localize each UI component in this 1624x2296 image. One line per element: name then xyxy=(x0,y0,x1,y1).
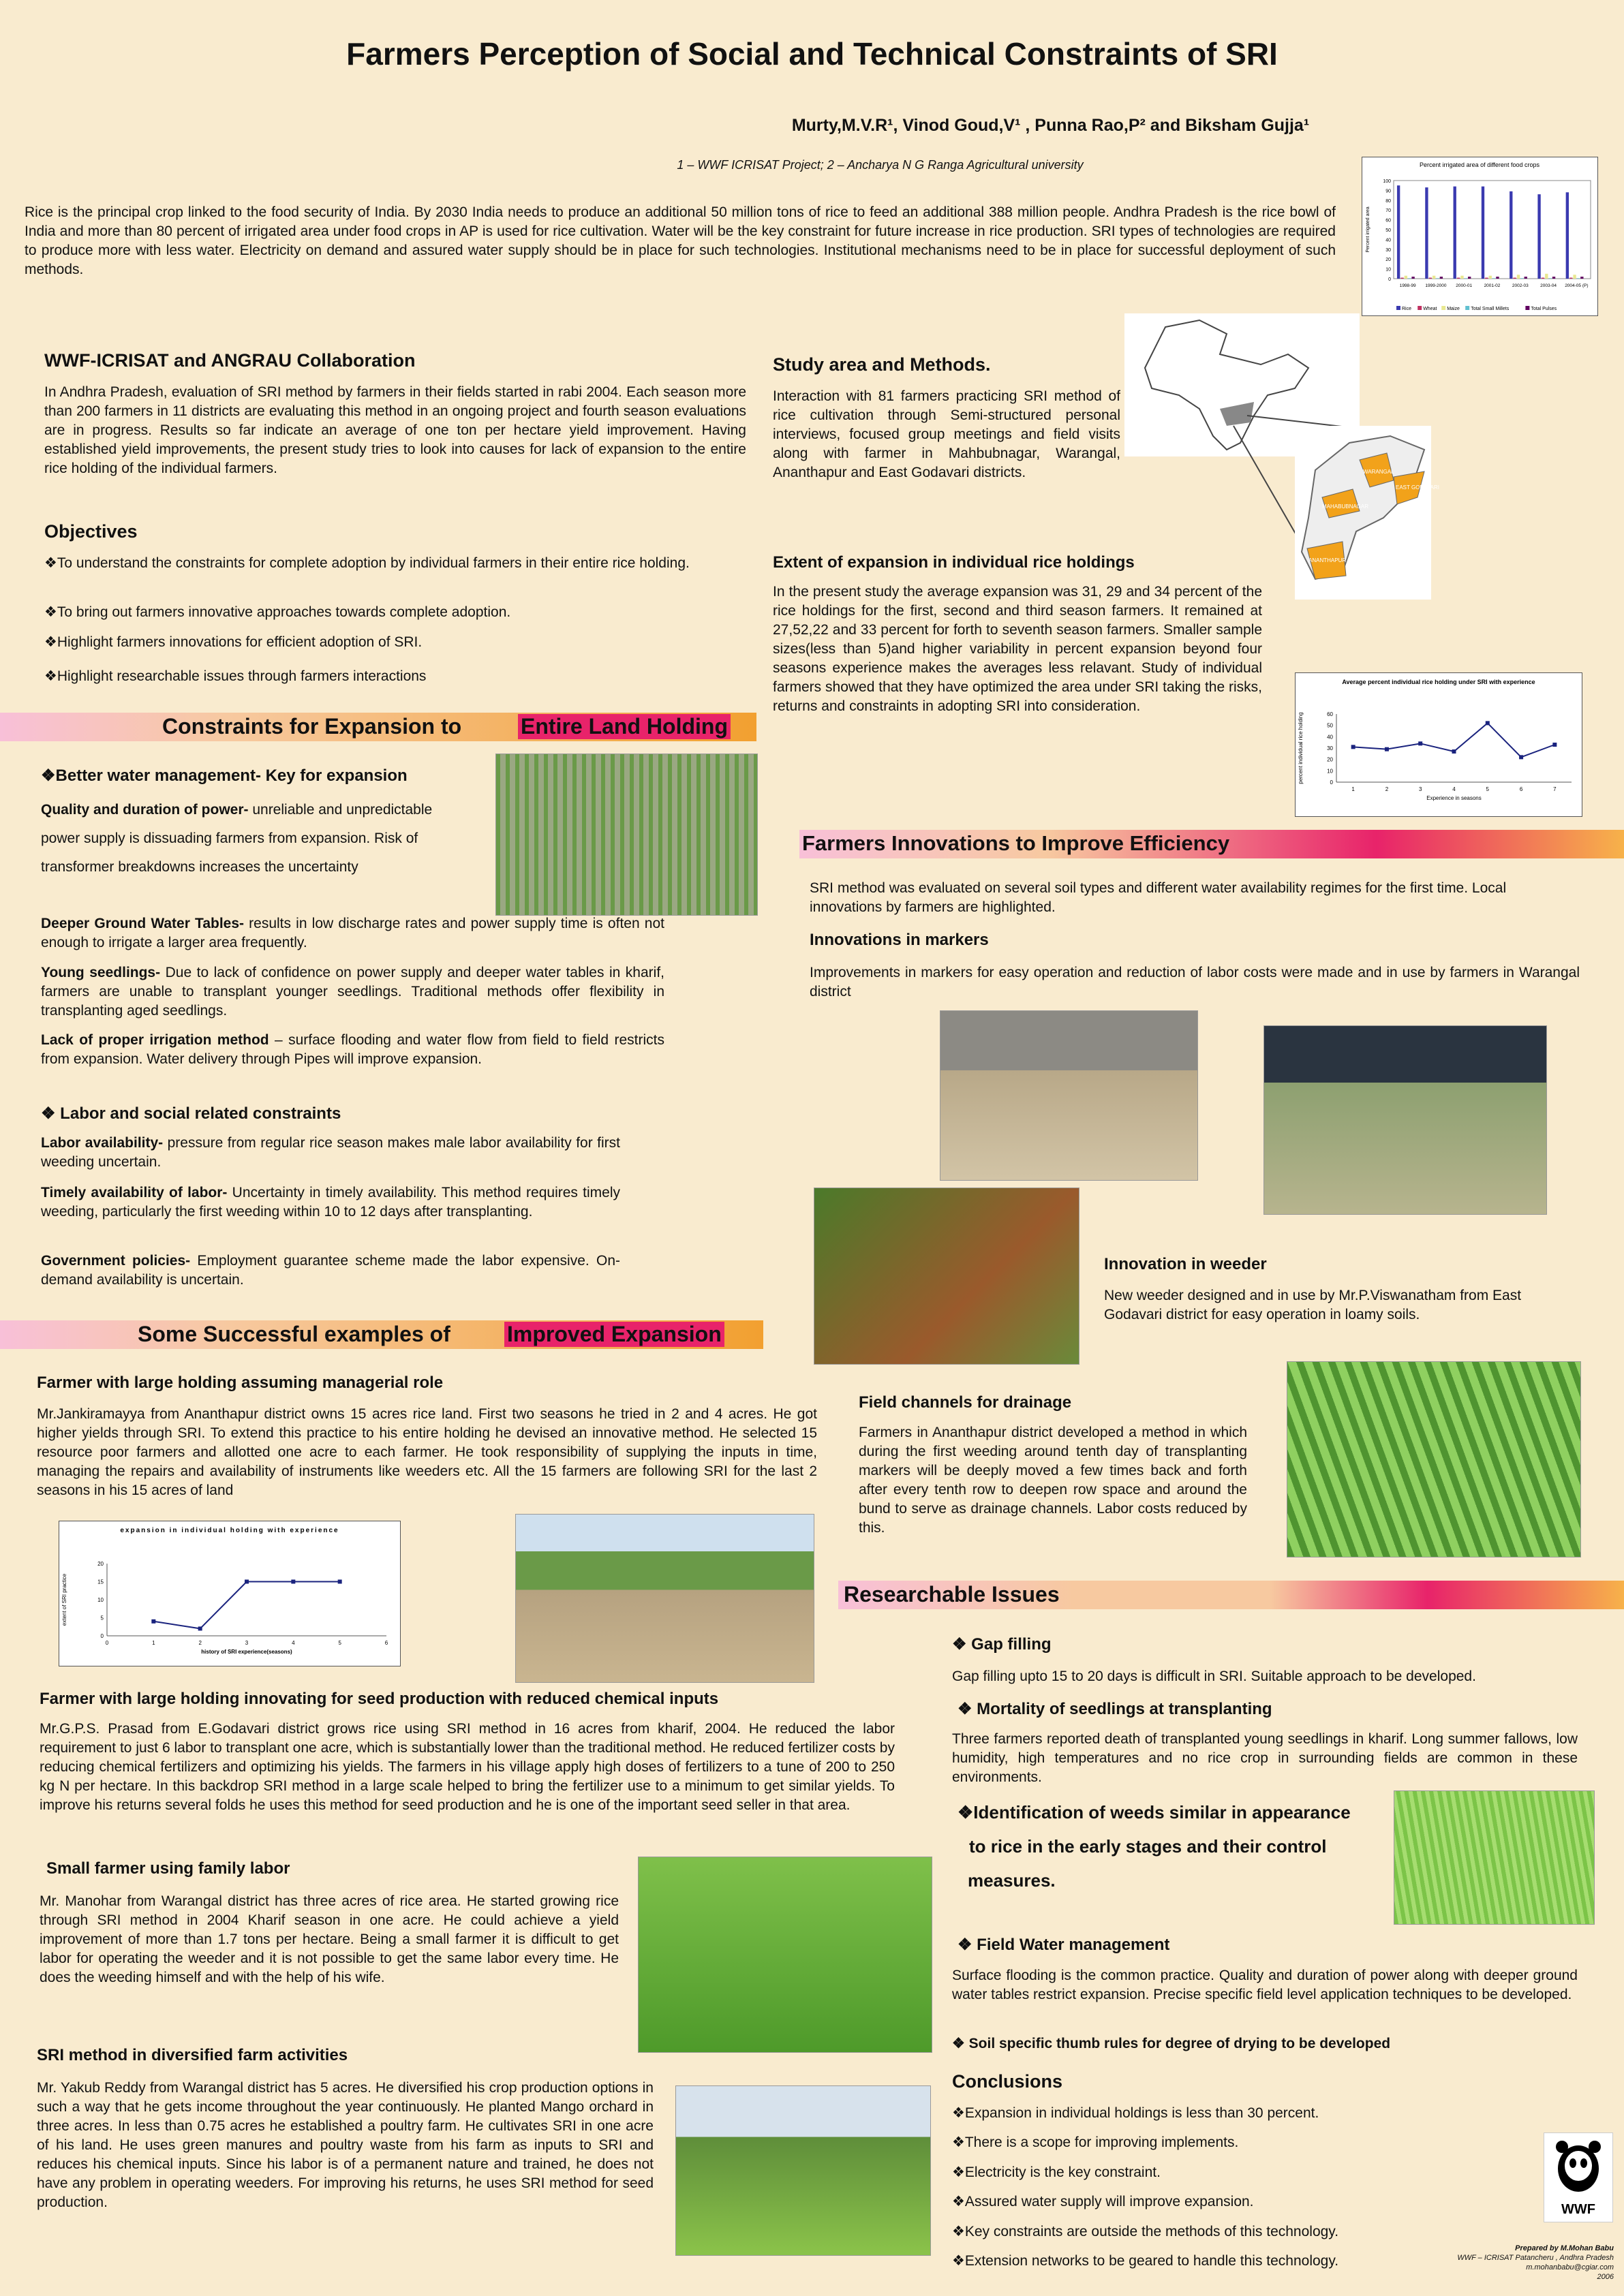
legend-entry: Wheat xyxy=(1423,307,1437,311)
bar xyxy=(1485,278,1488,279)
x-tick-label: 2000-01 xyxy=(1456,283,1473,288)
series-line xyxy=(153,1582,339,1629)
x-tick-label: 1 xyxy=(152,1640,155,1646)
y-tick-label: 80 xyxy=(1385,198,1391,204)
y-tick-label: 0 xyxy=(1330,779,1333,786)
weeds-heading-2: to rice in the early stages and their control xyxy=(969,1836,1327,1857)
constraints-band xyxy=(0,713,756,741)
bar xyxy=(1425,187,1428,279)
objective-item: ❖To bring out farmers innovative approaches towards complete adoption. xyxy=(44,604,511,620)
expansion-experience-chart xyxy=(1295,672,1582,817)
legend-swatch xyxy=(1465,306,1469,310)
drainage-photo xyxy=(1287,1361,1581,1557)
wwf-logo xyxy=(1544,2132,1613,2222)
data-point xyxy=(1418,741,1422,745)
examples-band-highlight: Improved Expansion xyxy=(504,1322,724,1347)
bar xyxy=(1405,276,1407,279)
x-tick-label: 2004-05 (P) xyxy=(1565,283,1589,288)
y-tick-label: 50 xyxy=(1385,228,1391,233)
bar xyxy=(1482,187,1484,279)
irrigated-area-chart-svg xyxy=(1362,157,1597,315)
bar xyxy=(1525,277,1527,279)
quality-para xyxy=(41,796,463,882)
timely-label: Timely availability of labor- xyxy=(41,1185,228,1200)
legend-entry: Rice xyxy=(1402,307,1412,311)
quality-text: unreliable and unpredictable power supply is dissuading farmers from expansion. Risk of transformer breakdowns increases the uncertainty xyxy=(41,802,433,875)
y-tick-label: 40 xyxy=(1385,238,1391,243)
x-tick-label: 2 xyxy=(198,1640,202,1646)
y-axis-label: extent of SRI practice xyxy=(61,1573,67,1626)
marker-photo xyxy=(940,1010,1198,1181)
bar xyxy=(1580,277,1583,279)
young-text: Due to lack of confidence on power supply and deeper water tables in kharif, farmers are unable to transplant younger seedlings. Traditional methods offer flexibility in transplanting aged seedlings. xyxy=(41,965,664,1019)
timely-text: Uncertainty in timely availability. This method requires timely weeding, particularly the first weeding within 10 to 12 days after transplanting. xyxy=(41,1185,620,1220)
examples-band-title: Some Successful examples of xyxy=(138,1322,450,1346)
map-label: WARANGAL xyxy=(1363,469,1394,475)
ex4-heading: SRI method in diversified farm activities xyxy=(37,2046,348,2064)
bar xyxy=(1545,274,1548,279)
bar xyxy=(1465,278,1467,279)
channels-heading: Field channels for drainage xyxy=(859,1393,1072,1412)
bar xyxy=(1573,275,1576,279)
map-label: EAST GODAVARI xyxy=(1396,484,1440,491)
data-point xyxy=(151,1619,155,1624)
bar xyxy=(1513,278,1516,279)
data-point xyxy=(1351,745,1355,749)
y-tick-label: 100 xyxy=(1383,179,1391,184)
y-axis-label: Percent irrigated area xyxy=(1366,206,1370,253)
bar xyxy=(1411,277,1414,279)
diversified-farm-photo xyxy=(675,2085,931,2256)
footer-year: 2006 xyxy=(1597,2273,1614,2281)
holding-expansion-chart-svg xyxy=(59,1521,400,1666)
ex3-text: Mr. Manohar from Warangal district has three acres of rice area. He started growing rice through SRI method in 2004 Kharif season in one acre. He could achieve a yield improvement of more than 1.7 tons per hectare. Being a small farmer it is difficult to get labor for operating the weeder and it is not possible to get the same labor every time. He does the weeding himself and with the help of his wife. xyxy=(40,1893,619,1985)
bar xyxy=(1397,185,1400,279)
farm-photo xyxy=(515,1514,814,1683)
x-tick-label: 4 xyxy=(292,1640,295,1646)
bar xyxy=(1537,194,1540,279)
y-tick-label: 10 xyxy=(1327,768,1333,775)
research-band xyxy=(838,1581,1624,1609)
legend-entry: Total Small Millets xyxy=(1471,307,1510,311)
authors: Murty,M.V.R¹, Vinod Goud,V¹ , Punna Rao,P² and Biksham Gujja¹ xyxy=(791,116,1310,135)
data-point xyxy=(338,1580,342,1584)
field-photo xyxy=(495,754,758,916)
bar xyxy=(1517,275,1520,279)
x-tick-label: 2 xyxy=(1385,786,1389,792)
conclusion-item: ❖Expansion in individual holdings is less than 30 percent. xyxy=(952,2105,1319,2121)
extent-heading: Extent of expansion in individual rice holdings xyxy=(773,553,1135,572)
markers-text: Improvements in markers for easy operation and reduction of labor costs were made and in use by farmers in Warangal district xyxy=(810,965,1580,999)
marker-photo-2 xyxy=(1263,1025,1547,1215)
objective-item: ❖Highlight farmers innovations for efficient adoption of SRI. xyxy=(44,634,423,650)
y-axis-label: percent individual rice holding xyxy=(1298,712,1304,784)
india-ap-map xyxy=(1124,313,1440,600)
y-tick-label: 20 xyxy=(1327,756,1333,763)
bar xyxy=(1454,187,1456,279)
objective-item: ❖To understand the constraints for complete adoption by individual farmers in their entire rice holding. xyxy=(44,555,690,571)
small-farmer-photo xyxy=(638,1857,932,2053)
deeper-text: results in low discharge rates and power supply time is often not enough to irrigate a larger area frequently. xyxy=(41,916,664,950)
bar xyxy=(1400,278,1403,279)
irrig-label: Lack of proper irrigation method xyxy=(41,1032,269,1048)
bar xyxy=(1577,278,1580,279)
quality-label: Quality and duration of power- xyxy=(41,802,249,818)
deeper-para xyxy=(41,914,664,952)
x-tick-label: 6 xyxy=(384,1640,388,1646)
bar xyxy=(1510,191,1512,279)
avail-label: Labor availability- xyxy=(41,1135,164,1151)
examples-band xyxy=(0,1320,763,1349)
prepared-by: Prepared by M.Mohan Babu xyxy=(1515,2244,1614,2252)
y-tick-label: 60 xyxy=(1385,218,1391,223)
thumb-rules: ❖ Soil specific thumb rules for degree of drying to be developed xyxy=(952,2036,1391,2051)
collab-heading: WWF-ICRISAT and ANGRAU Collaboration xyxy=(44,350,416,371)
map-label: MAHABUBNAGAR xyxy=(1322,503,1369,510)
y-tick-label: 5 xyxy=(100,1615,104,1622)
conclusion-item: ❖Extension networks to be geared to handle this technology. xyxy=(952,2253,1339,2269)
water-heading: ❖Better water management- Key for expansion xyxy=(41,766,408,785)
poster-title: Farmers Perception of Social and Technical Constraints of SRI xyxy=(346,36,1278,72)
data-point xyxy=(1552,743,1557,747)
bar xyxy=(1520,278,1523,279)
legend-swatch xyxy=(1418,306,1422,310)
y-tick-label: 20 xyxy=(1385,258,1391,263)
conclusion-item: ❖Key constraints are outside the methods of this technology. xyxy=(952,2224,1339,2239)
conclusion-item: ❖There is a scope for improving implements. xyxy=(952,2135,1239,2150)
weeds-heading-3: measures. xyxy=(968,1870,1056,1891)
chart-title: Average percent individual rice holding under SRI with experience xyxy=(1342,679,1535,685)
bar xyxy=(1569,278,1572,279)
map-svg xyxy=(1124,313,1440,600)
study-text: Interaction with 81 farmers practicing SRI method of rice cultivation through Semi-structured personal interviews, focused group meetings and field visits along with farmer in Mahbubnagar, Warangal, Ananthapur and East Godavari districts. xyxy=(773,388,1120,480)
y-tick-label: 10 xyxy=(97,1597,104,1603)
chart-title: Percent irrigated area of different food crops xyxy=(1420,161,1539,168)
legend-swatch xyxy=(1396,306,1400,310)
channels-text: Farmers in Ananthapur district developed a method in which during the first weeding around tenth day of transplanting markers will be deeply moved a few times back and forth after every tenth row to deepen row space and around the bund to serve as drainage channels. Labor costs reduced by this. xyxy=(859,1425,1247,1536)
ex1-heading: Farmer with large holding assuming managerial role xyxy=(37,1374,444,1392)
map-label: ANANTHAPUR xyxy=(1308,557,1347,563)
x-tick-label: 5 xyxy=(338,1640,341,1646)
young-para xyxy=(41,963,664,1021)
x-tick-label: 0 xyxy=(105,1640,109,1646)
x-axis-label: Experience in seasons xyxy=(1426,795,1482,801)
y-tick-label: 40 xyxy=(1327,734,1333,741)
avail-text: pressure from regular rice season makes male labor availability for first weeding uncertain. xyxy=(41,1135,620,1170)
bar xyxy=(1433,276,1435,279)
y-tick-label: 10 xyxy=(1385,267,1391,273)
x-tick-label: 5 xyxy=(1486,786,1490,792)
x-tick-label: 3 xyxy=(1418,786,1422,792)
mortality-heading: ❖ Mortality of seedlings at transplanting xyxy=(957,1700,1272,1718)
x-tick-label: 2001-02 xyxy=(1484,283,1501,288)
weeder-heading: Innovation in weeder xyxy=(1104,1255,1267,1273)
data-point xyxy=(1519,755,1523,759)
innovations-intro: SRI method was evaluated on several soil types and different water availability regimes for the first time. Local innovations by farmers are highlighted. xyxy=(810,880,1507,915)
x-tick-label: 1998-99 xyxy=(1399,283,1416,288)
x-tick-label: 1 xyxy=(1351,786,1355,792)
ex4-text: Mr. Yakub Reddy from Warangal district has 5 acres. He diversified his crop production options in such a way that he gets income throughout the year continuously. He planted Mango orchard in three acres. In less than 0.75 acres he established a poultry farm. He cultivates SRI in one acre of his land. He uses green manures and poultry waste from his farm as inputs to SRI and reduces his chemical inputs. Since his labor is of a permanent nature and trained, he does not have any problem in operating weeders. For improving his returns, he uses SRI method for seed production. xyxy=(37,2080,654,2210)
data-point xyxy=(1452,749,1456,754)
conclusion-item: ❖Electricity is the key constraint. xyxy=(952,2165,1161,2180)
conclusions-heading: Conclusions xyxy=(952,2071,1063,2092)
y-tick-label: 30 xyxy=(1327,745,1333,751)
bar xyxy=(1408,278,1411,279)
x-axis-label: history of SRI experience(seasons) xyxy=(201,1649,292,1655)
y-tick-label: 0 xyxy=(100,1633,104,1639)
gap-text: Gap filling upto 15 to 20 days is difficult in SRI. Suitable approach to be developed. xyxy=(952,1669,1476,1684)
ex2-heading: Farmer with large holding innovating for seed production with reduced chemical inputs xyxy=(40,1690,719,1708)
bar xyxy=(1440,277,1443,279)
bar xyxy=(1548,278,1551,279)
collab-text: In Andhra Pradesh, evaluation of SRI method by farmers in their fields started in rabi 2004. Each season more than 200 farmers in 11 districts are evaluating this method in an ongoing project and fourth season evaluations are in progress. Results so far indicate an average of one ton per hectare yield improvement. Having established yield improvements, the present study tries to look into causes for lack of expansion to the entire rice holding of the individual farmers. xyxy=(44,384,746,476)
ex1-text: Mr.Jankiramayya from Ananthapur district owns 15 acres rice land. First two seasons he tried in 2 and 4 acres. He got higher yields through SRI. To extend this practice to his entire holding he devised an innovative method. He selected 15 resource poor farmers and allotted one acre to each farmer. He took responsibility of supplying the inputs in time, managing the repairs and availability of instruments like weeders etc. All the 15 farmers are following SRI for the last 2 seasons in his 15 acres of land xyxy=(37,1406,817,1498)
irrigated-area-chart xyxy=(1362,157,1598,316)
timely-para xyxy=(41,1183,620,1222)
expansion-experience-chart-svg xyxy=(1296,673,1582,816)
footer-email: m.mohanbabu@cgiar.com xyxy=(1526,2263,1614,2271)
objectives-heading: Objectives xyxy=(44,521,138,542)
irrig-para xyxy=(41,1031,664,1069)
young-label: Young seedlings- xyxy=(41,965,161,980)
x-tick-label: 7 xyxy=(1553,786,1557,792)
gov-text: Employment guarantee scheme made the labor expensive. On-demand availability is uncertain. xyxy=(41,1253,620,1288)
data-point xyxy=(245,1580,249,1584)
study-heading: Study area and Methods. xyxy=(773,354,991,375)
labor-heading: ❖ Labor and social related constraints xyxy=(41,1104,341,1123)
constraints-band-highlight: Entire Land Holding xyxy=(518,714,731,739)
bar xyxy=(1542,278,1544,279)
field-water-text: Surface flooding is the common practice. Quality and duration of power along with deeper ground water tables restrict expansion. Precise specific field level application techniques to be developed. xyxy=(952,1968,1578,2002)
x-tick-label: 3 xyxy=(245,1640,249,1646)
avail-para xyxy=(41,1134,620,1172)
deeper-label: Deeper Ground Water Tables- xyxy=(41,916,245,931)
legend-entry: Maize xyxy=(1447,307,1460,311)
markers-heading: Innovations in markers xyxy=(810,931,989,949)
chart-title: expansion in individual holding with experience xyxy=(120,1527,339,1534)
bar xyxy=(1468,277,1471,279)
weeds-photo xyxy=(1394,1790,1595,1925)
legend-swatch xyxy=(1441,306,1445,310)
y-tick-label: 30 xyxy=(1385,247,1391,253)
bar xyxy=(1457,278,1460,279)
extent-text: In the present study the average expansion was 31, 29 and 34 percent of the rice holdings for the first, second and third season farmers. It remained at 27,52,22 and 33 percent for forth to seventh season farmers. Smaller sample sizes(less than 5)and higher variability in percent expansion beyond four seasons experience makes the averages less relavant. Study of individual farmers showed that they have optimized the area under SRI taking the risks, returns and constraints in adopting SRI into consideration. xyxy=(773,584,1262,714)
y-tick-label: 70 xyxy=(1385,208,1391,214)
research-band-title: Researchable Issues xyxy=(844,1582,1060,1607)
bar xyxy=(1496,277,1499,279)
ex3-heading: Small farmer using family labor xyxy=(46,1859,290,1878)
data-point xyxy=(198,1626,202,1630)
legend-swatch xyxy=(1525,306,1529,310)
gov-para xyxy=(41,1252,620,1290)
conclusion-item: ❖Assured water supply will improve expansion. xyxy=(952,2194,1254,2209)
data-point xyxy=(291,1580,295,1584)
plot-area xyxy=(1394,181,1591,279)
y-tick-label: 60 xyxy=(1327,711,1333,717)
x-tick-label: 2002-03 xyxy=(1512,283,1529,288)
data-point xyxy=(1385,747,1389,751)
y-tick-label: 50 xyxy=(1327,722,1333,729)
bar xyxy=(1492,278,1495,279)
weeder-photo xyxy=(814,1188,1079,1365)
constraints-band-title: Constraints for Expansion to xyxy=(162,714,462,739)
bar xyxy=(1566,192,1569,279)
footer xyxy=(1431,2244,1614,2282)
innovations-band-title: Farmers Innovations to Improve Efficiency xyxy=(802,831,1230,855)
legend-entry: Total Pulses xyxy=(1531,307,1557,311)
data-point xyxy=(1486,721,1490,725)
affiliation: 1 – WWF ICRISAT Project; 2 – Ancharya N G Ranga Agricultural university xyxy=(677,158,1084,172)
irrig-text: – surface flooding and water flow from field to field restricts from expansion. Water delivery through Pipes will improve expansion. xyxy=(41,1032,664,1067)
weeds-heading-1: ❖Identification of weeds similar in appearance xyxy=(957,1802,1351,1822)
panda-icon xyxy=(1544,2133,1612,2222)
gap-heading: ❖ Gap filling xyxy=(952,1635,1052,1654)
x-tick-label: 4 xyxy=(1452,786,1456,792)
mortality-text: Three farmers reported death of transplanted young seedlings in kharif. Long summer fallows, low humidity, high temperatures and no rice crop in surrounding fields are common in these environments. xyxy=(952,1731,1578,1785)
ex2-text: Mr.G.P.S. Prasad from E.Godavari district grows rice using SRI method in 16 acres from kharif, 2004. He reduced the labor requirement to just 6 labor to transplant one acre, which is substantially lower than the traditional method. He reduced fertilizer costs by reducing chemical fertilizers and optimizing his yields. The farmers in his village apply high doses of fertilizers to a tune of 200 to 250 kg N per hectare. In this backdrop SRI method in a large scale helped to bring the fertilizer use to a minimum to get similar yields. To improve his returns several folds he uses this method for seed production and he is one of the important seed seller in that area. xyxy=(40,1721,895,1813)
x-tick-label: 6 xyxy=(1519,786,1523,792)
x-tick-label: 2003-04 xyxy=(1540,283,1557,288)
y-tick-label: 0 xyxy=(1388,277,1391,282)
bar xyxy=(1460,276,1463,279)
weeder-text: New weeder designed and in use by Mr.P.Viswanatham from East Godavari district for easy operation in loamy soils. xyxy=(1104,1288,1522,1322)
intro-text: Rice is the principal crop linked to the food security of India. By 2030 India needs to produce an additional 50 million tons of rice to feed an additional 388 million people. Andhra Pradesh is the rice bowl of India and more than 80 percent of irrigated area under food crops in AP is used for rice cultivation. Water will be the key constraint for future increase in rice production. SRI types of technologies are required to produce more with less water. Electricity on demand and assured water supply should be in place for such technologies. Institutional mechanisms need to be in place for successful deployment of such methods. xyxy=(25,204,1336,277)
holding-expansion-chart xyxy=(59,1521,401,1666)
footer-org: WWF – ICRISAT Patancheru , Andhra Pradesh xyxy=(1457,2254,1614,2262)
x-tick-label: 1999-2000 xyxy=(1425,283,1447,288)
bar xyxy=(1429,278,1432,279)
y-tick-label: 90 xyxy=(1385,189,1391,194)
bar xyxy=(1436,278,1439,279)
bar xyxy=(1489,276,1492,279)
gov-label: Government policies- xyxy=(41,1253,191,1269)
y-tick-label: 15 xyxy=(97,1579,104,1585)
innovations-band xyxy=(799,830,1624,858)
bar xyxy=(1552,277,1555,279)
y-tick-label: 20 xyxy=(97,1561,104,1567)
logo-text: WWF xyxy=(1561,2202,1595,2217)
field-water-heading: ❖ Field Water management xyxy=(957,1936,1170,1954)
objective-item: ❖Highlight researchable issues through farmers interactions xyxy=(44,668,427,684)
